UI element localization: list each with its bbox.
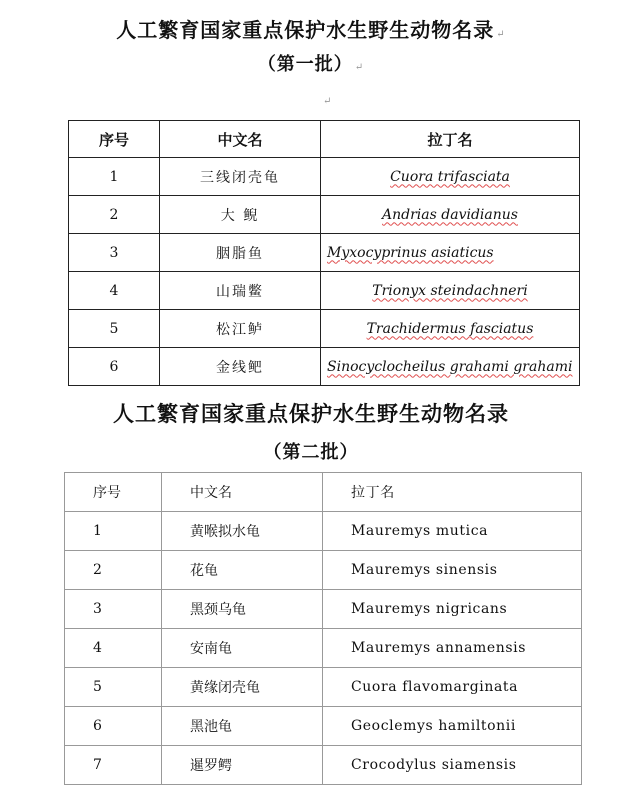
row-index: 5 — [65, 668, 162, 707]
table-row — [69, 348, 580, 386]
row-index: 7 — [65, 746, 162, 785]
header-chinese-name: 中文名 — [160, 121, 321, 158]
table2 — [64, 472, 582, 785]
table2-header-row — [65, 473, 582, 512]
header-index: 序号 — [65, 473, 162, 512]
row-latin-name: Mauremys nigricans — [323, 590, 582, 629]
table-row — [65, 746, 582, 785]
table-row — [65, 707, 582, 746]
row-index: 6 — [69, 348, 160, 386]
row-chinese-name: 黄喉拟水龟 — [162, 512, 323, 551]
row-chinese-name: 花龟 — [162, 551, 323, 590]
row-index: 3 — [65, 590, 162, 629]
row-chinese-name: 安南龟 — [162, 629, 323, 668]
table1-title: 人工繁育国家重点保护水生野生动物名录 ↵ — [116, 18, 506, 42]
row-latin-name: Myxocyprinus asiaticus — [321, 234, 580, 272]
row-chinese-name: 金线鲃 — [160, 348, 321, 386]
table-row — [69, 310, 580, 348]
row-latin-name: Mauremys sinensis — [323, 551, 582, 590]
table-row — [65, 668, 582, 707]
table-row — [65, 629, 582, 668]
row-index: 2 — [69, 196, 160, 234]
row-latin-name: Trionyx steindachneri — [321, 272, 580, 310]
row-index: 2 — [65, 551, 162, 590]
table-row — [69, 196, 580, 234]
row-chinese-name: 大 鲵 — [160, 196, 321, 234]
table2-title: 人工繁育国家重点保护水生野生动物名录 — [113, 401, 509, 426]
row-index: 1 — [69, 158, 160, 196]
row-latin-name: Cuora flavomarginata — [323, 668, 582, 707]
row-latin-name: Trachidermus fasciatus — [321, 310, 580, 348]
row-chinese-name: 黄缘闭壳龟 — [162, 668, 323, 707]
header-index: 序号 — [69, 121, 160, 158]
table-row — [69, 272, 580, 310]
row-latin-name: Crocodylus siamensis — [323, 746, 582, 785]
header-latin-name: 拉丁名 — [321, 121, 580, 158]
row-chinese-name: 黑颈乌龟 — [162, 590, 323, 629]
row-latin-name: Mauremys mutica — [323, 512, 582, 551]
table-row — [65, 590, 582, 629]
row-chinese-name: 暹罗鳄 — [162, 746, 323, 785]
row-latin-name: Cuora trifasciata — [321, 158, 580, 196]
table1-header-row — [69, 121, 580, 158]
paragraph-mark: ↵ — [323, 96, 332, 107]
row-chinese-name: 黑池龟 — [162, 707, 323, 746]
row-latin-name: Mauremys annamensis — [323, 629, 582, 668]
table2-subtitle: （第二批） — [263, 442, 359, 463]
row-latin-name: Geoclemys hamiltonii — [323, 707, 582, 746]
row-index: 6 — [65, 707, 162, 746]
row-chinese-name: 松江鲈 — [160, 310, 321, 348]
row-latin-name: Sinocyclocheilus grahami grahami — [321, 348, 580, 386]
header-chinese-name: 中文名 — [162, 473, 323, 512]
table1 — [68, 120, 580, 386]
table-row — [69, 234, 580, 272]
table-row — [65, 512, 582, 551]
row-chinese-name: 山瑞鳖 — [160, 272, 321, 310]
row-latin-name: Andrias davidianus — [321, 196, 580, 234]
row-chinese-name: 胭脂鱼 — [160, 234, 321, 272]
row-chinese-name: 三线闭壳龟 — [160, 158, 321, 196]
row-index: 4 — [69, 272, 160, 310]
row-index: 1 — [65, 512, 162, 551]
row-index: 4 — [65, 629, 162, 668]
row-index: 5 — [69, 310, 160, 348]
table-row — [65, 551, 582, 590]
table1-subtitle: （第一批） ↵ — [257, 54, 365, 75]
header-latin-name: 拉丁名 — [323, 473, 582, 512]
table-row — [69, 158, 580, 196]
row-index: 3 — [69, 234, 160, 272]
